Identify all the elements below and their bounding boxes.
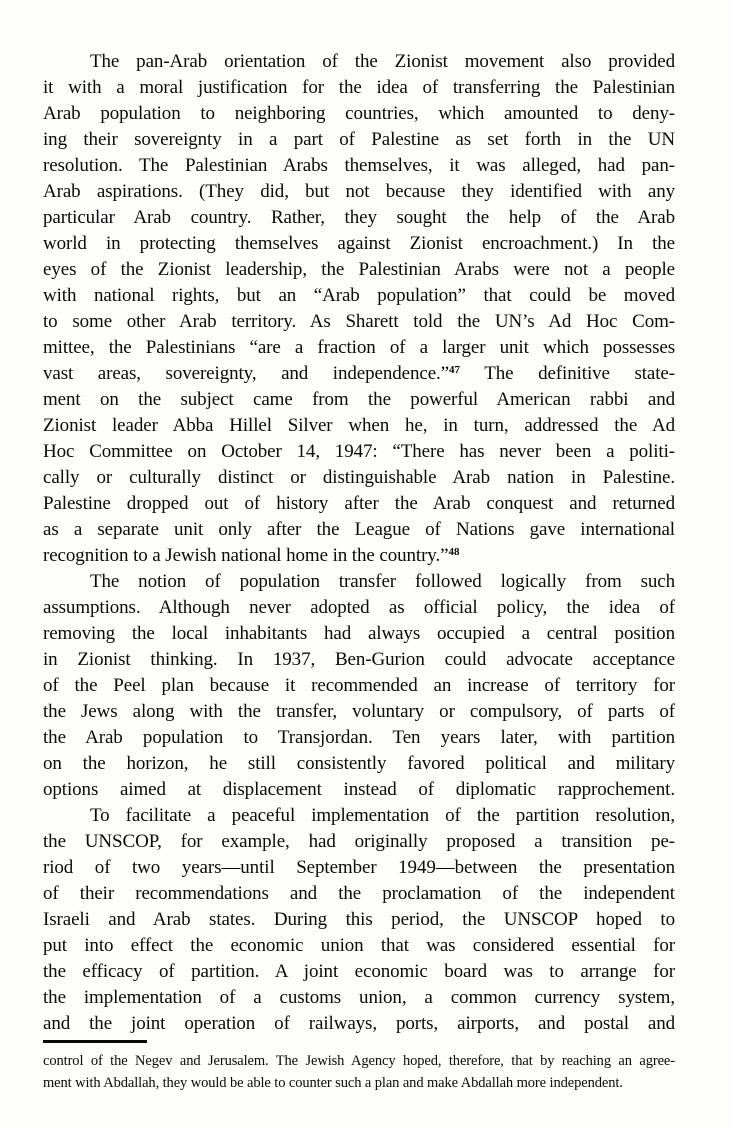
text-segment: riod of two years—until September 1949—between the presentation bbox=[43, 857, 675, 878]
text-line bbox=[43, 75, 675, 101]
text-segment: Arab population to neighboring countries, which amounted to deny- bbox=[43, 103, 675, 124]
text-line bbox=[43, 673, 675, 699]
text-segment: The pan-Arab orientation of the Zionist movement also provided bbox=[90, 51, 675, 72]
text-segment: resolution. The Palestinian Arabs themselves, it was alleged, had pan- bbox=[43, 155, 675, 176]
text-line bbox=[43, 231, 675, 257]
text-segment: mittee, the Palestinians “are a fraction of a larger unit which possesses bbox=[43, 337, 675, 358]
text-segment: particular Arab country. Rather, they sought the help of the Arab bbox=[43, 207, 675, 228]
text-segment: eyes of the Zionist leadership, the Palestinian Arabs were not a people bbox=[43, 259, 675, 280]
text-line bbox=[43, 387, 675, 413]
text-segment: in Zionist thinking. In 1937, Ben-Gurion could advocate acceptance bbox=[43, 649, 675, 670]
paragraph-3 bbox=[43, 803, 675, 1037]
text-segment: Zionist leader Abba Hillel Silver when he, in turn, addressed the Ad bbox=[43, 415, 675, 436]
text-line bbox=[43, 153, 675, 179]
text-segment: the implementation of a customs union, a common currency system, bbox=[43, 987, 675, 1008]
text-line bbox=[43, 751, 675, 777]
footnote-line: ment with Abdallah, they would be able to counter such a plan and make Abdallah more independent. bbox=[43, 1074, 623, 1091]
text-segment: cally or culturally distinct or distinguishable Arab nation in Palestine. bbox=[43, 467, 675, 488]
text-segment: The notion of population transfer followed logically from such bbox=[90, 571, 675, 592]
text-line bbox=[43, 881, 675, 907]
text-segment: of their recommendations and the proclamation of the independent bbox=[43, 883, 675, 904]
text-line bbox=[43, 933, 675, 959]
text-line bbox=[43, 621, 675, 647]
footnote-rule bbox=[43, 1040, 147, 1043]
text-line bbox=[43, 283, 675, 309]
text-line bbox=[43, 803, 675, 829]
footnote bbox=[43, 1040, 675, 1094]
text-line bbox=[43, 465, 675, 491]
text-line bbox=[43, 361, 675, 387]
text-line bbox=[43, 595, 675, 621]
text-line bbox=[43, 959, 675, 985]
text-line bbox=[43, 725, 675, 751]
text-line bbox=[43, 517, 675, 543]
text-segment: removing the local inhabitants had always occupied a central position bbox=[43, 623, 675, 644]
text-segment: Israeli and Arab states. During this period, the UNSCOP hoped to bbox=[43, 909, 675, 930]
text-line bbox=[43, 335, 675, 361]
text-line bbox=[43, 855, 675, 881]
text-segment: recognition to a Jewish national home in the country.” bbox=[43, 545, 449, 566]
text-line bbox=[43, 491, 675, 517]
text-segment: Arab aspirations. (They did, but not because they identified with any bbox=[43, 181, 675, 202]
text-line bbox=[43, 101, 675, 127]
text-line bbox=[43, 49, 675, 75]
text-segment: The definitive state- bbox=[460, 363, 675, 384]
text-segment: to some other Arab territory. As Sharett told the UN’s Ad Hoc Com- bbox=[43, 311, 675, 332]
text-line bbox=[43, 543, 675, 569]
text-line bbox=[43, 777, 675, 803]
text-line bbox=[43, 699, 675, 725]
text-line bbox=[43, 413, 675, 439]
text-segment: To facilitate a peaceful implementation of the partition resolution, bbox=[90, 805, 675, 826]
text-line bbox=[43, 127, 675, 153]
text-line bbox=[43, 647, 675, 673]
footnote-ref-47: 47 bbox=[449, 364, 461, 376]
text-line bbox=[43, 569, 675, 595]
text-segment: the Arab population to Transjordan. Ten years later, with partition bbox=[43, 727, 675, 748]
text-line bbox=[43, 205, 675, 231]
text-line bbox=[43, 829, 675, 855]
text-segment: of the Peel plan because it recommended an increase of territory for bbox=[43, 675, 675, 696]
text-segment: with national rights, but an “Arab population” that could be moved bbox=[43, 285, 675, 306]
text-segment: the Jews along with the transfer, voluntary or compulsory, of parts of bbox=[43, 701, 675, 722]
text-line bbox=[43, 257, 675, 283]
text-segment: the efficacy of partition. A joint economic board was to arrange for bbox=[43, 961, 675, 982]
text-line bbox=[43, 309, 675, 335]
footnote-line: control of the Negev and Jerusalem. The Jewish Agency hoped, therefore, that by reaching an agree- bbox=[43, 1053, 675, 1069]
text-line bbox=[43, 907, 675, 933]
text-segment: as a separate unit only after the League of Nations gave international bbox=[43, 519, 675, 540]
paragraph-1 bbox=[43, 49, 675, 569]
text-segment: put into effect the economic union that was considered essential for bbox=[43, 935, 675, 956]
paragraph-2 bbox=[43, 569, 675, 803]
text-segment: ing their sovereignty in a part of Palestine as set forth in the UN bbox=[43, 129, 675, 150]
text-line bbox=[43, 1011, 675, 1037]
text-segment: it with a moral justification for the idea of transferring the Palestinian bbox=[43, 77, 675, 98]
text-segment: world in protecting themselves against Zionist encroachment.) In the bbox=[43, 233, 675, 254]
text-line bbox=[43, 985, 675, 1011]
text-segment: vast areas, sovereignty, and independence.” bbox=[43, 363, 450, 384]
text-segment: and the joint operation of railways, ports, airports, and postal and bbox=[43, 1013, 675, 1034]
text-segment: the UNSCOP, for example, had originally proposed a transition pe- bbox=[43, 831, 675, 852]
text-segment: assumptions. Although never adopted as official policy, the idea of bbox=[43, 597, 675, 618]
text-segment: on the horizon, he still consistently favored political and military bbox=[43, 753, 675, 774]
body-text bbox=[43, 49, 675, 1037]
footnote-ref-48: 48 bbox=[448, 546, 460, 558]
text-segment: Palestine dropped out of history after the Arab conquest and returned bbox=[43, 493, 675, 514]
text-line bbox=[43, 179, 675, 205]
text-segment: options aimed at displacement instead of diplomatic rapprochement. bbox=[43, 779, 675, 800]
text-segment: Hoc Committee on October 14, 1947: “There has never been a politi- bbox=[43, 441, 675, 462]
text-segment: ment on the subject came from the powerful American rabbi and bbox=[43, 389, 675, 410]
text-line bbox=[43, 439, 675, 465]
